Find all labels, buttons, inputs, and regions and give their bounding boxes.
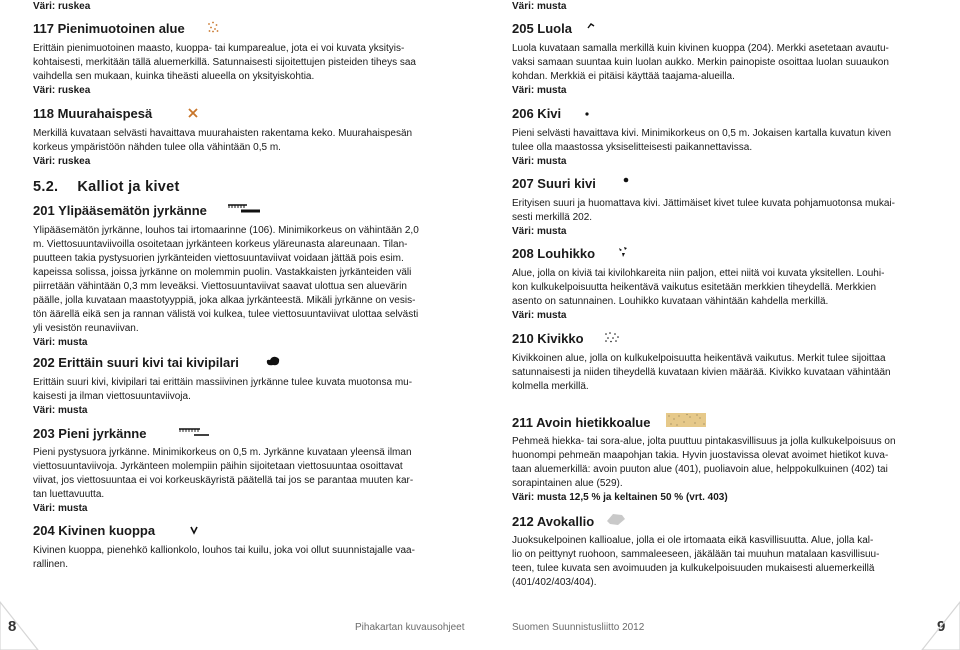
symbol-201-text	[33, 224, 419, 350]
symbol-118-text	[33, 127, 412, 169]
text-line: kaisesti ja ilman viettosuuntaviivoja.	[33, 391, 191, 402]
cave-icon	[586, 20, 596, 38]
color-label: Väri: ruskea	[33, 1, 91, 12]
text-line: Erittäin pienimuotoinen maasto, kuoppa- tai kumparealue, jota ei voi kuvata yksityis-	[33, 43, 405, 54]
color-label: Väri: ruskea	[33, 85, 91, 96]
symbol-title: 201 Ylipääsemätön jyrkänne	[33, 203, 207, 218]
color-label: Väri: musta 12,5 % ja keltainen 50 % (vrt. 403)	[512, 492, 728, 503]
symbol-210-text	[512, 352, 891, 394]
color-label: Väri: musta	[33, 405, 88, 416]
symbol-title: 202 Erittäin suuri kivi tai kivipilari	[33, 355, 239, 370]
text-line: Juoksukelpoinen kallioalue, jolla ei ole irtomaata eikä kasvillisuutta. Alue, jolla kal-	[512, 535, 874, 546]
text-line: Pieni pystysuora jyrkänne. Minimikorkeus on 0,5 m. Jyrkänne kuvataan yleensä ilman	[33, 447, 412, 458]
symbol-title: 117 Pienimuotoinen alue	[33, 21, 185, 36]
symbol-title: 206 Kivi	[512, 106, 562, 121]
text-line: kohdan. Merkkiä ei pitäisi käyttää taajama-alueilla.	[512, 71, 735, 82]
stony-ground-icon	[604, 330, 620, 348]
symbol-204-text	[33, 544, 415, 572]
text-line: päälle, jolla kuvataan maastotyyppiä, joka alkaa jyrkänteestä. Mikäli jyrkänne on vesis-	[33, 295, 416, 306]
text-line: vaksi samaan suuntaa kuin luolan aukko. Merkin painopiste osoittaa luolan suuaukon	[512, 57, 889, 68]
symbol-211-heading	[512, 413, 706, 432]
symbol-206-heading	[512, 105, 591, 123]
text-line: Erittäin suuri kivi, kivipilari tai erittäin massiivinen jyrkänne tulee kuvata muotonsa mu-	[33, 377, 413, 388]
symbol-title: 212 Avokallio	[512, 513, 595, 529]
symbol-title: 203 Pieni jyrkänne	[33, 426, 147, 441]
symbol-205-text	[512, 42, 889, 98]
symbol-207-text	[512, 197, 895, 239]
text-line: Kivikkoinen alue, jolla on kulkukelpoisuutta heikentävä vaikutus. Merkit tulee sijoittaa	[512, 353, 886, 364]
small-cliff-icon	[178, 425, 210, 443]
text-line: huonompi pehmeän maapohjan takia. Hyvin juostavissa olevat avoimet hietikot kuva-	[512, 450, 889, 461]
symbol-211-text	[512, 435, 896, 505]
bare-rock-icon	[606, 512, 626, 531]
open-sandy-ground-icon	[666, 413, 706, 432]
text-line: yli vesistön reunaviivan.	[33, 323, 139, 334]
text-line: Ylipääsemätön jyrkänne, louhos tai irtomaarinne (106). Minimikorkeus on vähintään 2,0	[33, 225, 419, 236]
color-label: Väri: musta	[512, 226, 567, 237]
text-line: Luola kuvataan samalla merkillä kuin kivinen kuoppa (204). Merkki asetetaan avautu-	[512, 43, 889, 54]
text-line: Erityisen suuri ja huomattava kivi. Jättimäiset kivet tulee kuvata pohjamuotonsa mukai-	[512, 198, 895, 209]
symbol-207-heading	[512, 175, 630, 193]
page-footer	[0, 600, 960, 650]
symbol-210-heading	[512, 330, 620, 348]
symbol-202-heading	[33, 354, 281, 372]
symbol-title: 207 Suuri kivi	[512, 176, 596, 191]
symbol-203-text	[33, 446, 413, 516]
x-cross-icon	[188, 105, 198, 123]
boulder-field-icon	[617, 245, 629, 263]
symbol-212-heading	[512, 512, 626, 531]
color-label: Väri: musta	[33, 337, 88, 348]
rocky-pit-icon	[189, 522, 199, 540]
text-line: kolmella merkillä.	[512, 381, 589, 392]
symbol-203-heading	[33, 425, 210, 443]
impassable-cliff-icon	[227, 202, 261, 220]
text-line: Pehmeä hiekka- tai sora-alue, jolta puuttuu pintakasvillisuus ja jolla kulkukelpoisuus on	[512, 436, 896, 447]
symbol-title: 204 Kivinen kuoppa	[33, 523, 156, 538]
large-boulder-dot-icon	[622, 175, 630, 193]
text-line: taan aluemerkillä: avoin puuton alue (401), puoliavoin alue, helppokulkuinen (402) tai	[512, 464, 888, 475]
text-line: tön äärellä eikä sen ja rannan välistä voi kulkea, tulee viettosuuntaviivat ulottaa selvästi	[33, 309, 419, 320]
symbol-title: 205 Luola	[512, 21, 572, 36]
text-line: viivat, jos viettosuuntaa ei voi korkeuskäyristä päätellä tai jos se parantaa muuten kar-	[33, 475, 414, 486]
boulder-dot-icon	[583, 105, 591, 123]
symbol-206-text	[512, 127, 891, 169]
corner-triangle-left-icon	[0, 600, 40, 650]
symbol-208-heading	[512, 245, 629, 263]
section-title: Kalliot ja kivet	[77, 179, 180, 195]
text-line: kon kulkukelpoisuutta heikentävä vaikutus esitetään merkkien tiheydellä. Merkkien	[512, 282, 877, 293]
symbol-title: 118 Muurahaispesä	[33, 106, 153, 121]
text-line: Pieni selvästi havaittava kivi. Minimikorkeus on 0,5 m. Jokaisen kartalla kuvatun kiven	[512, 128, 892, 139]
symbol-202-text	[33, 376, 412, 418]
text-line: asento on satunnainen. Louhikko kuvataan vähintään kahdella merkillä.	[512, 296, 829, 307]
text-line: sorapintainen alue (529).	[512, 478, 623, 489]
symbol-205-heading	[512, 20, 596, 38]
text-line: korkeus ympäristöön nähden tulee olla vähintään 0,5 m.	[33, 142, 281, 153]
symbol-208-text	[512, 267, 884, 323]
color-label: Väri: musta	[512, 310, 567, 321]
color-label: Väri: ruskea	[33, 156, 91, 167]
symbol-204-heading	[33, 522, 199, 540]
color-label: Väri: musta	[512, 85, 567, 96]
symbol-title: 210 Kivikko	[512, 331, 584, 346]
text-line: rallinen.	[33, 559, 69, 570]
dotted-small-area-icon	[207, 20, 219, 38]
color-label: Väri: musta	[512, 156, 567, 167]
text-line: Kivinen kuoppa, pienehkö kallionkolo, louhos tai kuilu, joka voi ollut suunnistajalle vaa-	[33, 545, 415, 556]
text-line: tan luettavuutta.	[33, 489, 105, 500]
text-line: lio on peittynyt ruohoon, sammaleeseen, jäkälään tai muuhun matalaan kasvillisuu-	[512, 549, 880, 560]
text-line: piirretään vähintään 0,3 mm leveäksi. Viettosuuntaviivat saavat ulottua sen aluevärin	[33, 281, 407, 292]
text-line: teen, tulee kuvata sen avoimuuden ja kulkukelpoisuuden mukaisesti aluemerkeillä	[512, 563, 875, 574]
symbol-title: 208 Louhikko	[512, 246, 596, 261]
symbol-201-heading	[33, 202, 261, 220]
footer-left-text: Pihakartan kuvausohjeet	[355, 622, 465, 633]
footer-right-text: Suomen Suunnistusliitto 2012	[512, 622, 645, 633]
text-line: viettosuuntaviivoja. Jyrkänteen molempiin päihin sijoitetaan viettosuuntaa osoittavat	[33, 461, 403, 472]
large-boulder-icon	[265, 354, 281, 372]
page-number-right: 9	[937, 618, 946, 635]
text-line: satunnaisesti ja niiden tiheydellä kuvataan kivien määrää. Kivikko kuvataan vähintään	[512, 367, 891, 378]
text-line: kohtaisesti, merkitään tällä aluemerkillä. Satunnaisesti sijoitettujen pisteiden tiheys saa	[33, 57, 416, 68]
text-line: (401/402/403/404).	[512, 577, 597, 588]
text-line: Alue, jolla on kiviä tai kivilohkareita niin paljon, ettei niitä voi kuvata yksitellen. Louhi-	[512, 268, 885, 279]
text-line: kapeissa solissa, joissa jyrkänne on molemmin puolin. Vastakkaisten jyrkänteiden väli	[33, 267, 412, 278]
symbol-212-text	[512, 534, 879, 590]
symbol-117-heading	[33, 20, 219, 38]
text-line: tulee olla maastossa yksiselitteisesti paikannettavissa.	[512, 142, 753, 153]
text-line: Merkillä kuvataan selvästi havaittava muurahaisten rakentama keko. Muurahaispesän	[33, 128, 413, 139]
text-line: sesti merkillä 202.	[512, 212, 593, 223]
symbol-118-heading	[33, 105, 198, 123]
color-label: Väri: musta	[512, 1, 567, 12]
corner-triangle-right-icon	[920, 600, 960, 650]
symbol-title: 211 Avoin hietikkoalue	[512, 414, 651, 430]
page-number-left: 8	[8, 618, 17, 635]
symbol-117-text	[33, 42, 416, 98]
text-line: m. Viettosuuntaviivoilla osoitetaan jyrkänteen korkeus yläreunasta alareunaan. Tilan-	[33, 239, 408, 250]
text-line: puutteen takia pystysuorien jyrkänteiden viettosuuntaviivat voidaan jättää pois esim.	[33, 253, 404, 264]
color-label: Väri: musta	[33, 503, 88, 514]
section-number: 5.2.	[33, 179, 59, 195]
section-heading	[33, 177, 180, 197]
text-line: vaihdella sen mukaan, kuinka tiheästi alueella on yksityiskohtia.	[33, 71, 315, 82]
